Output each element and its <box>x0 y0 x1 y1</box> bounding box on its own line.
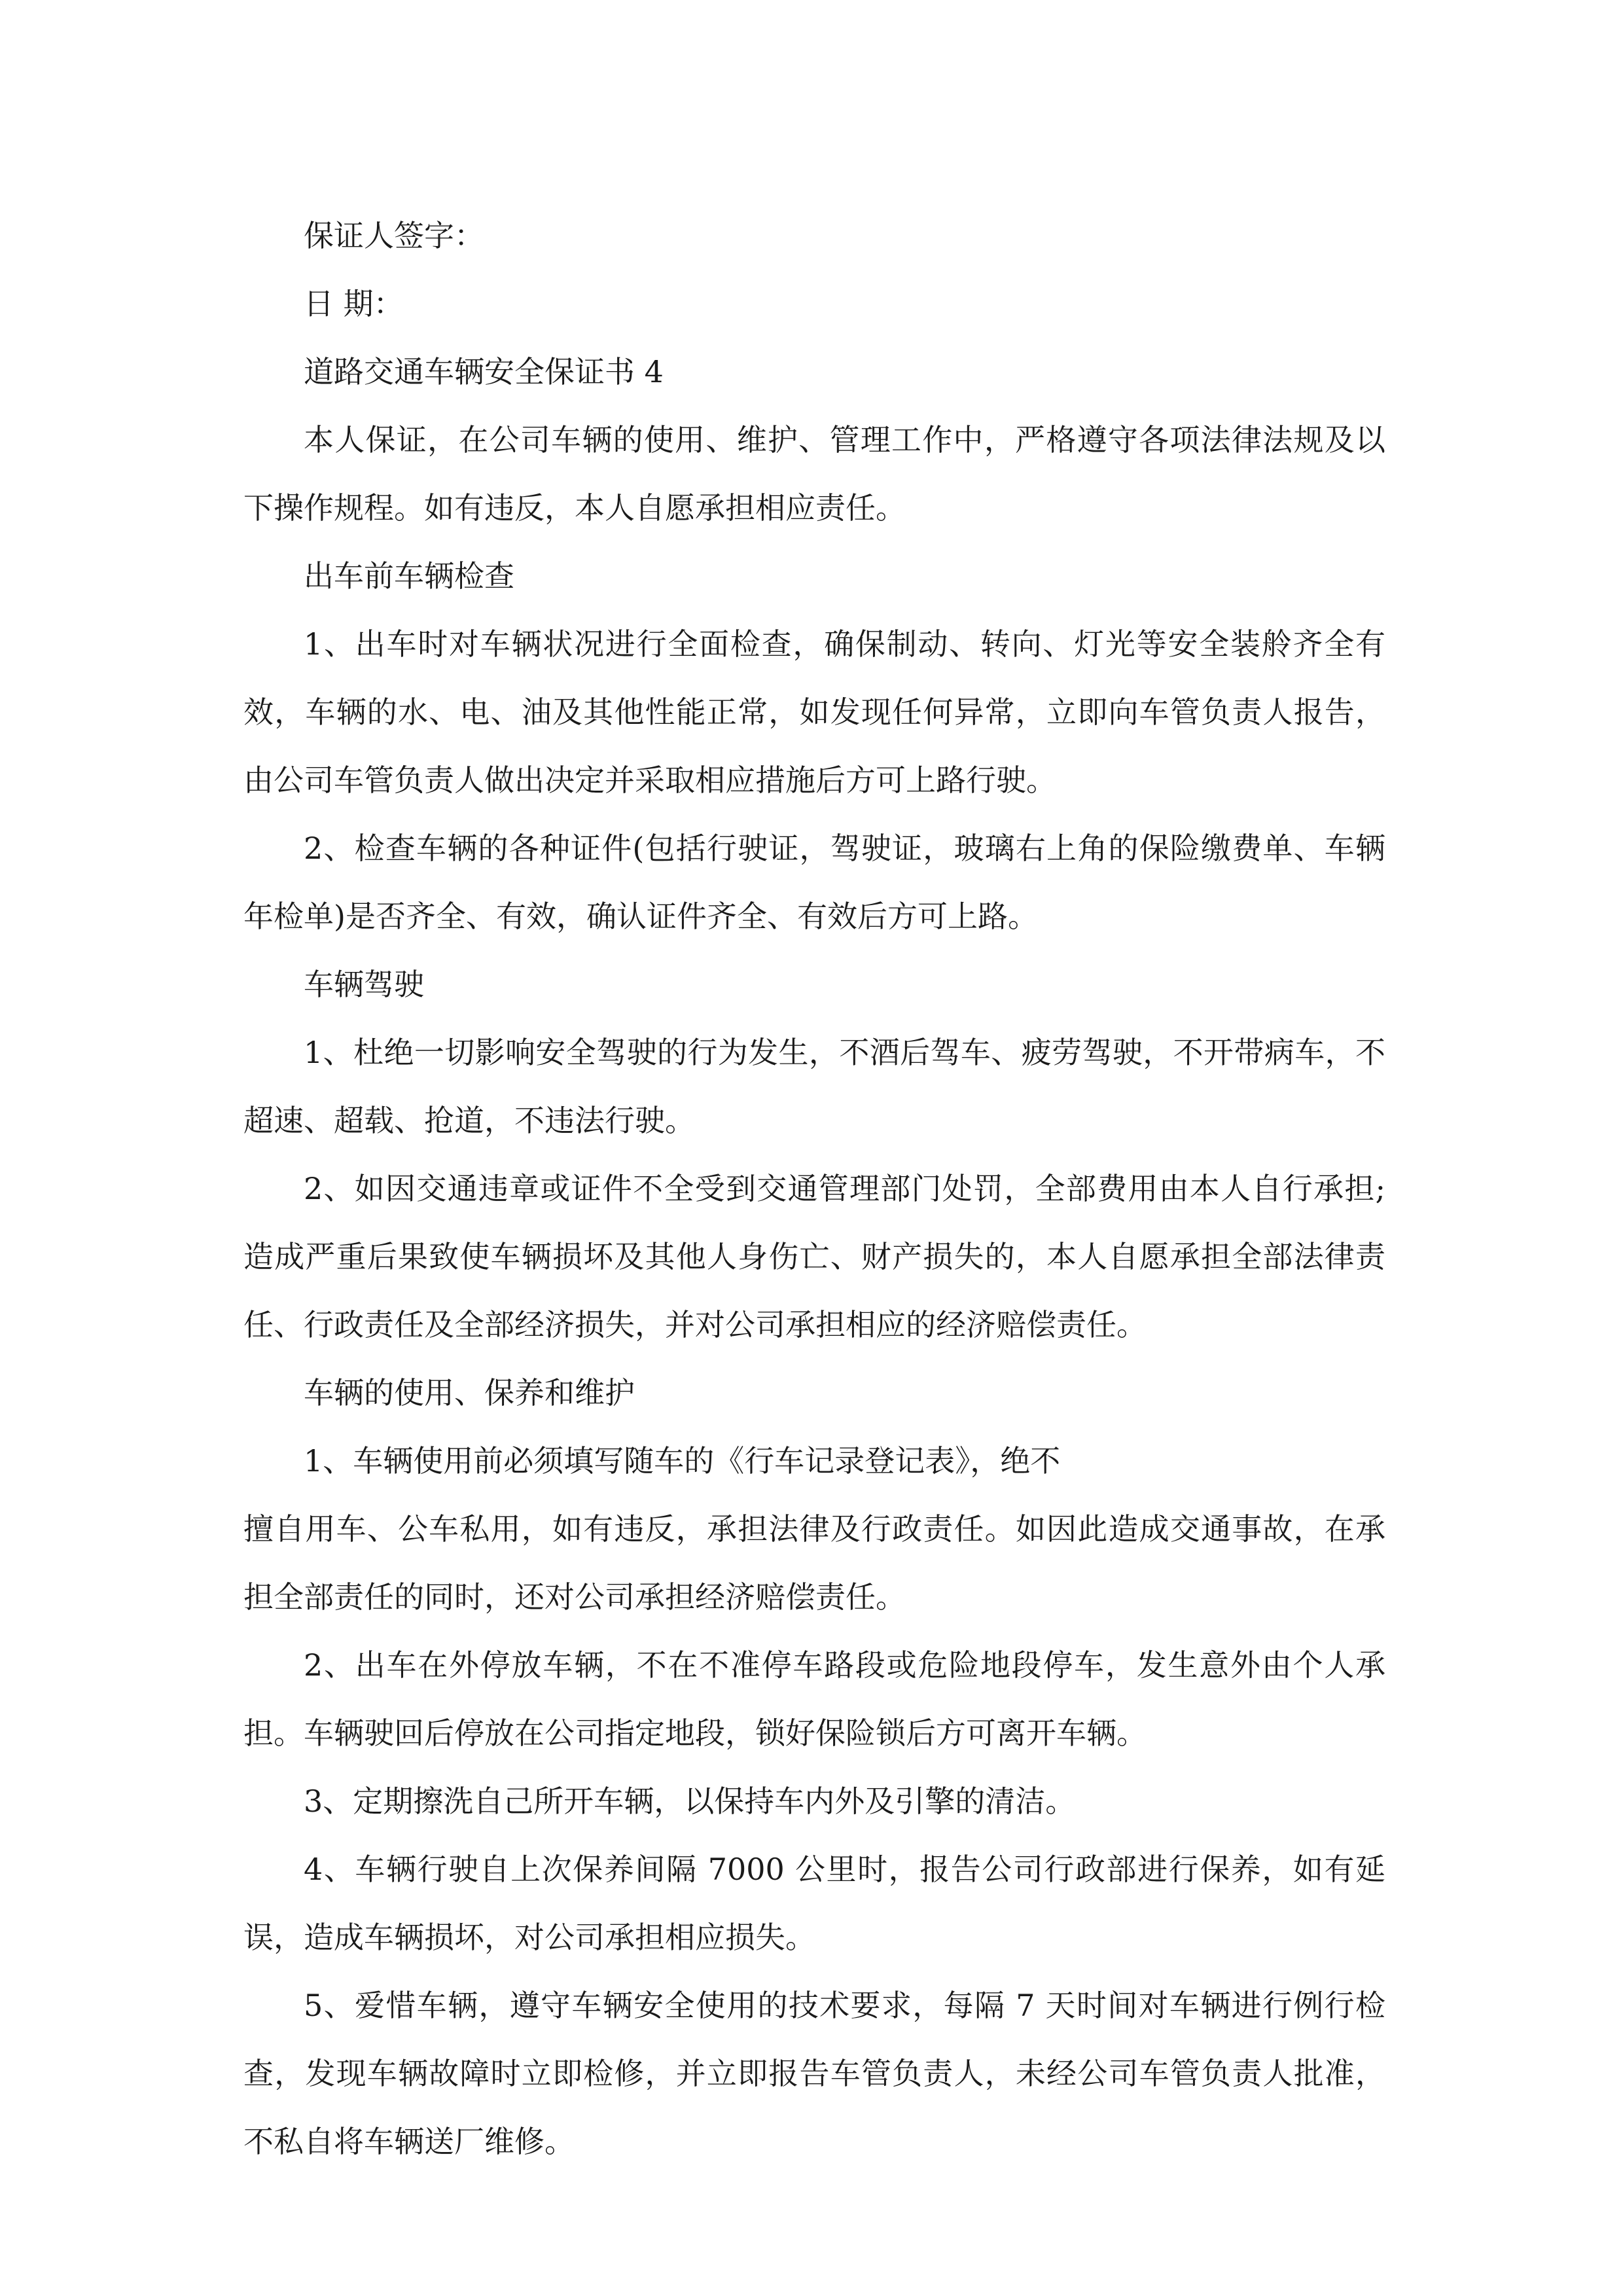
use-item-1: 1、车辆使用前必须填写随车的《行车记录登记表》，绝不 <box>304 1443 1061 1479</box>
section-heading-use-maintenance: 车辆的使用、保养和维护 <box>304 1375 635 1410</box>
date-line: 日 期： <box>304 286 404 321</box>
use-item-2: 2、出车在外停放车辆，不在不准停车路段或危险地段停车，发生意外由个人承担。车辆驶回后停放在公司指定地段，锁好保险锁后方可离开车辆。 <box>243 1647 1385 1751</box>
document-body <box>243 202 1385 2176</box>
use-item-1-continued: 擅自用车、公车私用，如有违反，承担法律及行政责任。如因此造成交通事故，在承担全部责任的同时，还对公司承担经济赔偿责任。 <box>243 1511 1385 1615</box>
driving-item-1: 1、杜绝一切影响安全驾驶的行为发生，不酒后驾车、疲劳驾驶，不开带病车，不超速、超载、抢道，不违法行驶。 <box>243 1035 1385 1138</box>
pre-departure-item-1: 1、出车时对车辆状况进行全面检查，确保制动、转向、灯光等安全装舲齐全有效，车辆的水、电、油及其他性能正常，如发现任何异常，立即向车管负责人报告，由公司车管负责人做出决定并采取相应措施后方可上路行驶。 <box>243 626 1385 798</box>
use-item-3: 3、定期擦洗自己所开车辆，以保持车内外及引擎的清洁。 <box>304 1784 1076 1819</box>
use-item-4: 4、车辆行驶自上次保养间隔 7000 公里时，报告公司行政部进行保养，如有延误，造成车辆损坏，对公司承担相应损失。 <box>243 1852 1385 1955</box>
guarantor-signature-line: 保证人签字： <box>304 218 484 253</box>
section-heading-pre-departure-check: 出车前车辆检查 <box>304 558 514 594</box>
intro-paragraph: 本人保证，在公司车辆的使用、维护、管理工作中，严格遵守各项法律法规及以下操作规程。如有违反，本人自愿承担相应责任。 <box>243 422 1385 526</box>
driving-item-2: 2、如因交通违章或证件不全受到交通管理部门处罚，全部费用由本人自行承担;造成严重后果致使车辆损坏及其他人身伤亡、财产损失的，本人自愿承担全部法律责任、行政责任及全部经济损失，并对公司承担相应的经济赔偿责任。 <box>243 1171 1385 1342</box>
pre-departure-item-2: 2、检查车辆的各种证件(包括行驶证，驾驶证，玻璃右上角的保险缴费单、车辆年检单)是否齐全、有效，确认证件齐全、有效后方可上路。 <box>243 831 1385 934</box>
section-heading-driving: 车辆驾驶 <box>304 967 424 1002</box>
document-title: 道路交通车辆安全保证书 4 <box>304 354 664 389</box>
use-item-5: 5、爱惜车辆，遵守车辆安全使用的技术要求，每隔 7 天时间对车辆进行例行检查，发现车辆故障时立即检修，并立即报告车管负责人，未经公司车管负责人批准，不私自将车辆送厂维修。 <box>243 1988 1385 2159</box>
